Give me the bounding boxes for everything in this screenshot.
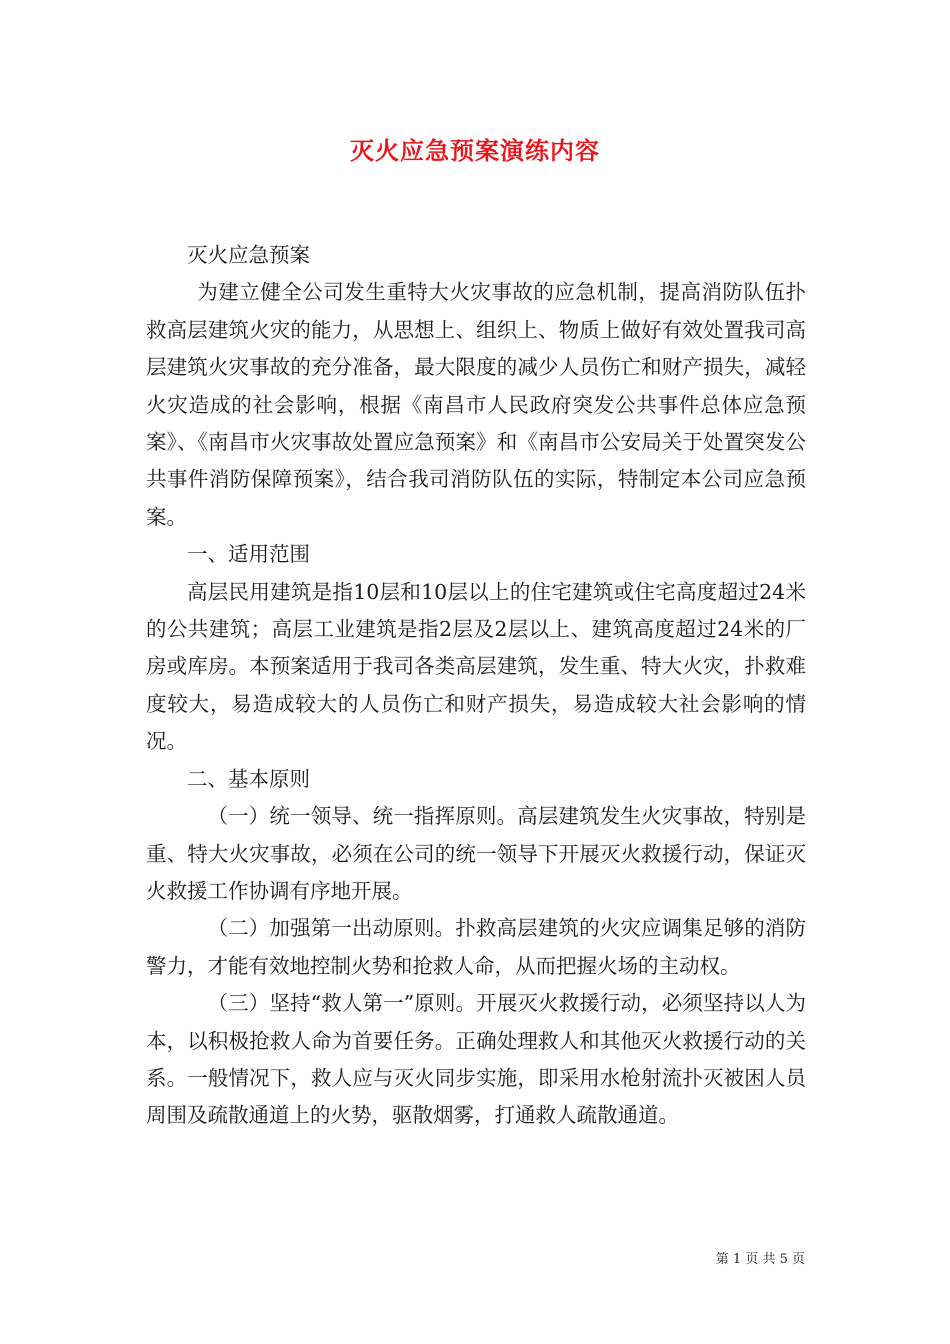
paragraph-scope: 高层民用建筑是指10层和10层以上的住宅建筑或住宅高度超过24米的公共建筑；高层工业建筑是指2层及2层以上、建筑高度超过24米的厂房或库房。本预案适用于我司各类高层建筑，发生重、特大火灾，扑救难度较大，易造成较大的人员伤亡和财产损失，易造成较大社会影响的情况。 xyxy=(146,579,806,754)
section-heading-principles: 二、基本原则 xyxy=(187,766,310,791)
section-heading-scope: 一、适用范围 xyxy=(187,542,310,567)
paragraph-principle-3: （三）坚持“救人第一”原则。开展灭火救援行动，必须坚持以人为本，以积极抢救人命为首要任务。正确处理救人和其他灭火救援行动的关系。一般情况下，救人应与灭火同步实施，即采用水枪射流扑灭被困人员周围及疏散通道上的火势，驱散烟雾，打通救人疏散通道。 xyxy=(146,991,806,1128)
paragraph-principle-2: （二）加强第一出动原则。扑救高层建筑的火灾应调集足够的消防警力，才能有效地控制火势和抢救人命，从而把握火场的主动权。 xyxy=(146,916,806,978)
page-number: 第 1 页 共 5 页 xyxy=(715,1252,805,1267)
document-subtitle: 灭火应急预案 xyxy=(187,243,310,267)
paragraph-principle-1: （一）统一领导、统一指挥原则。高层建筑发生火灾事故，特别是重、特大火灾事故，必须在公司的统一领导下开展灭火救援行动，保证灭火救援工作协调有序地开展。 xyxy=(146,804,806,903)
document-body xyxy=(146,237,806,1135)
document-title: 灭火应急预案演练内容 xyxy=(350,136,600,165)
paragraph-intro: 为建立健全公司发生重特大火灾事故的应急机制，提高消防队伍扑救高层建筑火灾的能力，从思想上、组织上、物质上做好有效处置我司高层建筑火灾事故的充分准备，最大限度的减少人员伤亡和财产损失，减轻火灾造成的社会影响，根据《南昌市人民政府突发公共事件总体应急预案》、《南昌市火灾事故处置应急预案》和《南昌市公安局关于处置突发公共事件消防保障预案》，结合我司消防队伍的实际，特制定本公司应急预案。 xyxy=(146,280,806,529)
